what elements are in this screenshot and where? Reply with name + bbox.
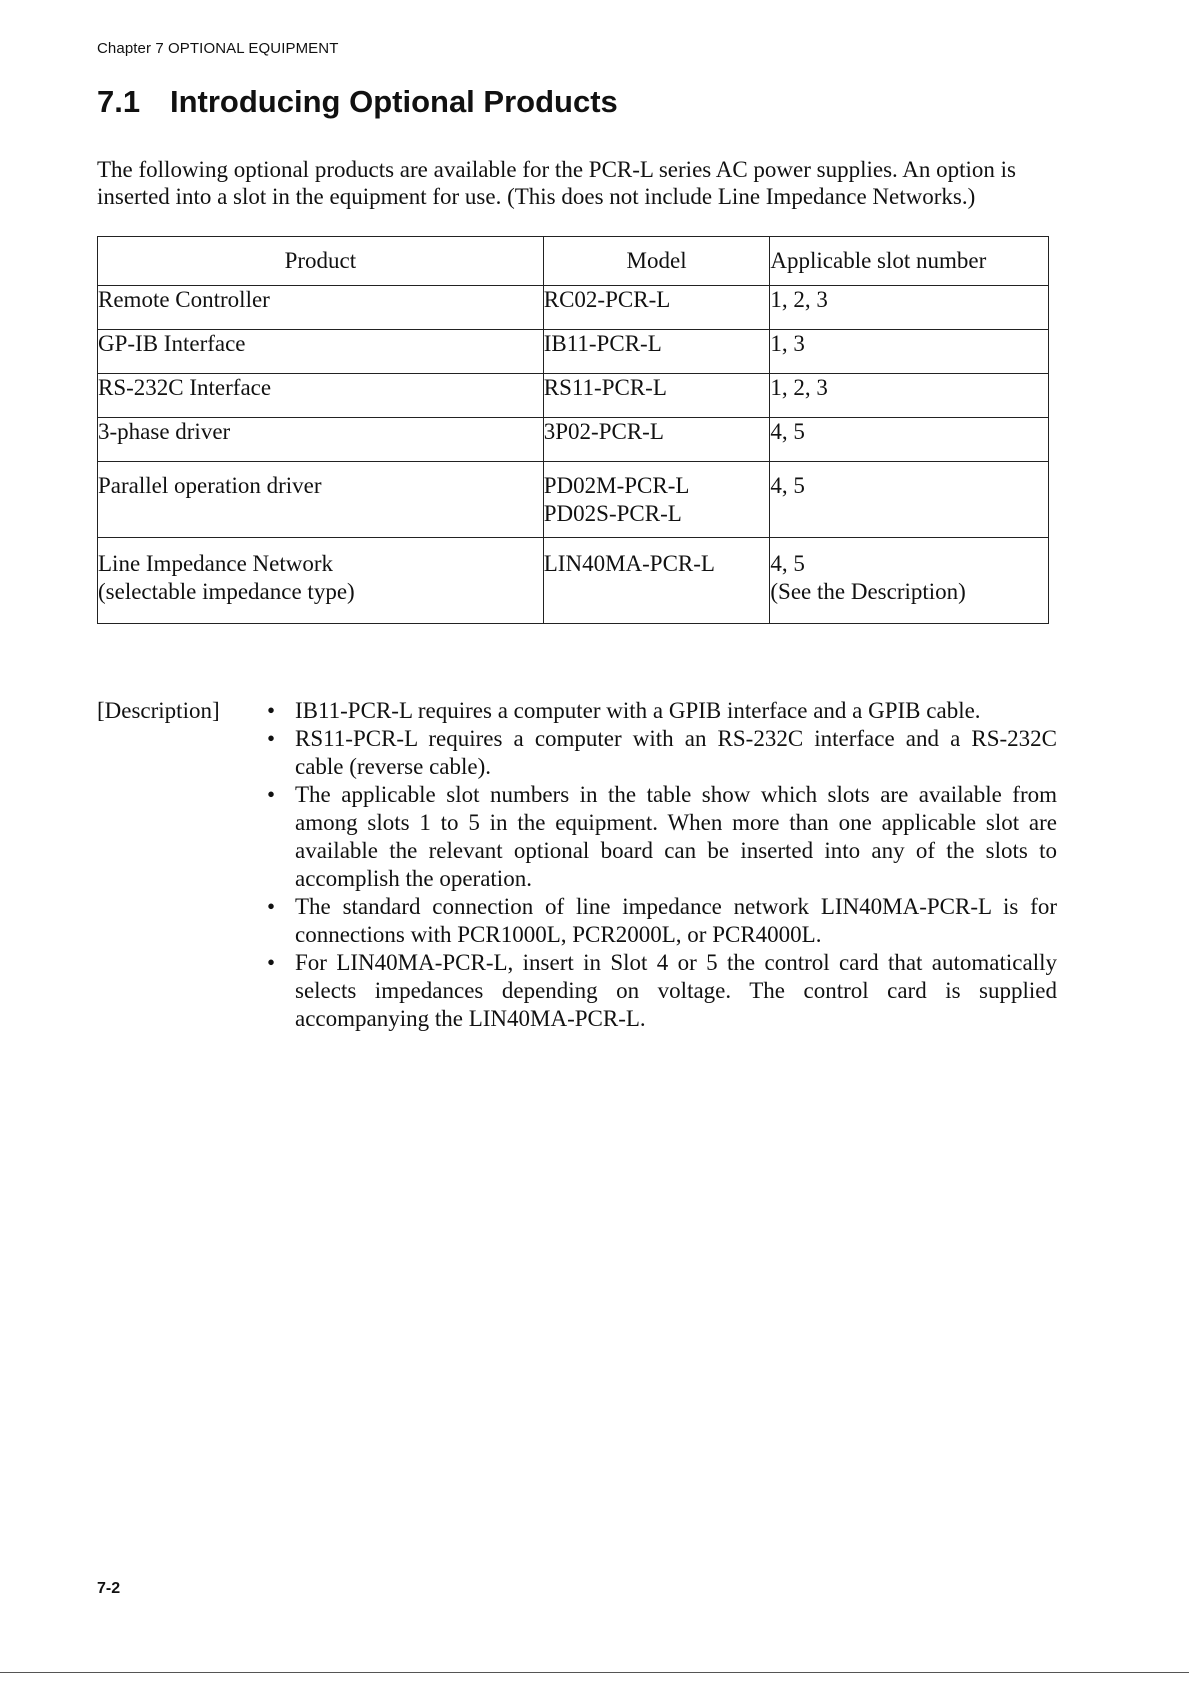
list-item: • For LIN40MA-PCR-L, insert in Slot 4 or 5 the control card that automatically selects impedances depending on voltage. The control card is supplied accompanying the LIN40MA-PCR-L.	[267, 949, 1057, 1033]
section-heading	[97, 84, 618, 120]
cell-model: 3P02-PCR-L	[543, 418, 770, 462]
cell-model: IB11-PCR-L	[543, 330, 770, 374]
description-list	[267, 697, 1057, 1033]
page-number: 7-2	[97, 1580, 121, 1597]
cell-slots: 1, 3	[770, 330, 1049, 374]
intro-paragraph	[97, 156, 1057, 210]
running-head: Chapter 7 OPTIONAL EQUIPMENT	[97, 40, 339, 57]
cell-product: RS-232C Interface	[98, 374, 544, 418]
section-number: 7.1	[97, 84, 141, 119]
list-item: • IB11-PCR-L requires a computer with a GPIB interface and a GPIB cable.	[267, 697, 1057, 725]
table-row	[98, 462, 1049, 538]
cell-model: LIN40MA-PCR-L	[543, 538, 770, 624]
header-slot-number: Applicable slot number	[770, 237, 1049, 286]
cell-model: RS11-PCR-L	[543, 374, 770, 418]
cell-model: PD02M-PCR-L PD02S-PCR-L	[543, 462, 770, 538]
cell-product: Remote Controller	[98, 286, 544, 330]
cell-slots: 4, 5	[770, 418, 1049, 462]
bottom-rule	[0, 1672, 1189, 1673]
list-item: • The standard connection of line impedance network LIN40MA-PCR-L is for connections with PCR1000L, PCR2000L, or PCR4000L.	[267, 893, 1057, 949]
table-row	[98, 286, 1049, 330]
cell-slots: 1, 2, 3	[770, 374, 1049, 418]
optional-products-table	[97, 236, 1049, 624]
cell-slots: 1, 2, 3	[770, 286, 1049, 330]
cell-slots: 4, 5 (See the Description)	[770, 538, 1049, 624]
intro-line-2: inserted into a slot in the equipment for use. (This does not include Line Impedance Networks.)	[97, 184, 976, 209]
list-item: • The applicable slot numbers in the table show which slots are available from among slots 1 to 5 in the equipment. When more than one applicable slot are available the relevant optional board can be inserted into any of the slots to accomplish the operation.	[267, 781, 1057, 893]
intro-line-1: The following optional products are available for the PCR-L series AC power supplies. An option is	[97, 157, 1016, 182]
cell-product: 3-phase driver	[98, 418, 544, 462]
section-title: Introducing Optional Products	[170, 84, 618, 119]
table-row	[98, 538, 1049, 624]
cell-slots: 4, 5	[770, 462, 1049, 538]
list-item: • RS11-PCR-L requires a computer with an RS-232C interface and a RS-232C cable (reverse cable).	[267, 725, 1057, 781]
table-row	[98, 418, 1049, 462]
table-header-row	[98, 237, 1049, 286]
cell-model: RC02-PCR-L	[543, 286, 770, 330]
header-product: Product	[98, 237, 544, 286]
header-model: Model	[543, 237, 770, 286]
cell-product: GP-IB Interface	[98, 330, 544, 374]
cell-product: Parallel operation driver	[98, 462, 544, 538]
table-row	[98, 374, 1049, 418]
description-label: [Description]	[97, 698, 220, 723]
table-row	[98, 330, 1049, 374]
cell-product: Line Impedance Network (selectable impedance type)	[98, 538, 544, 624]
